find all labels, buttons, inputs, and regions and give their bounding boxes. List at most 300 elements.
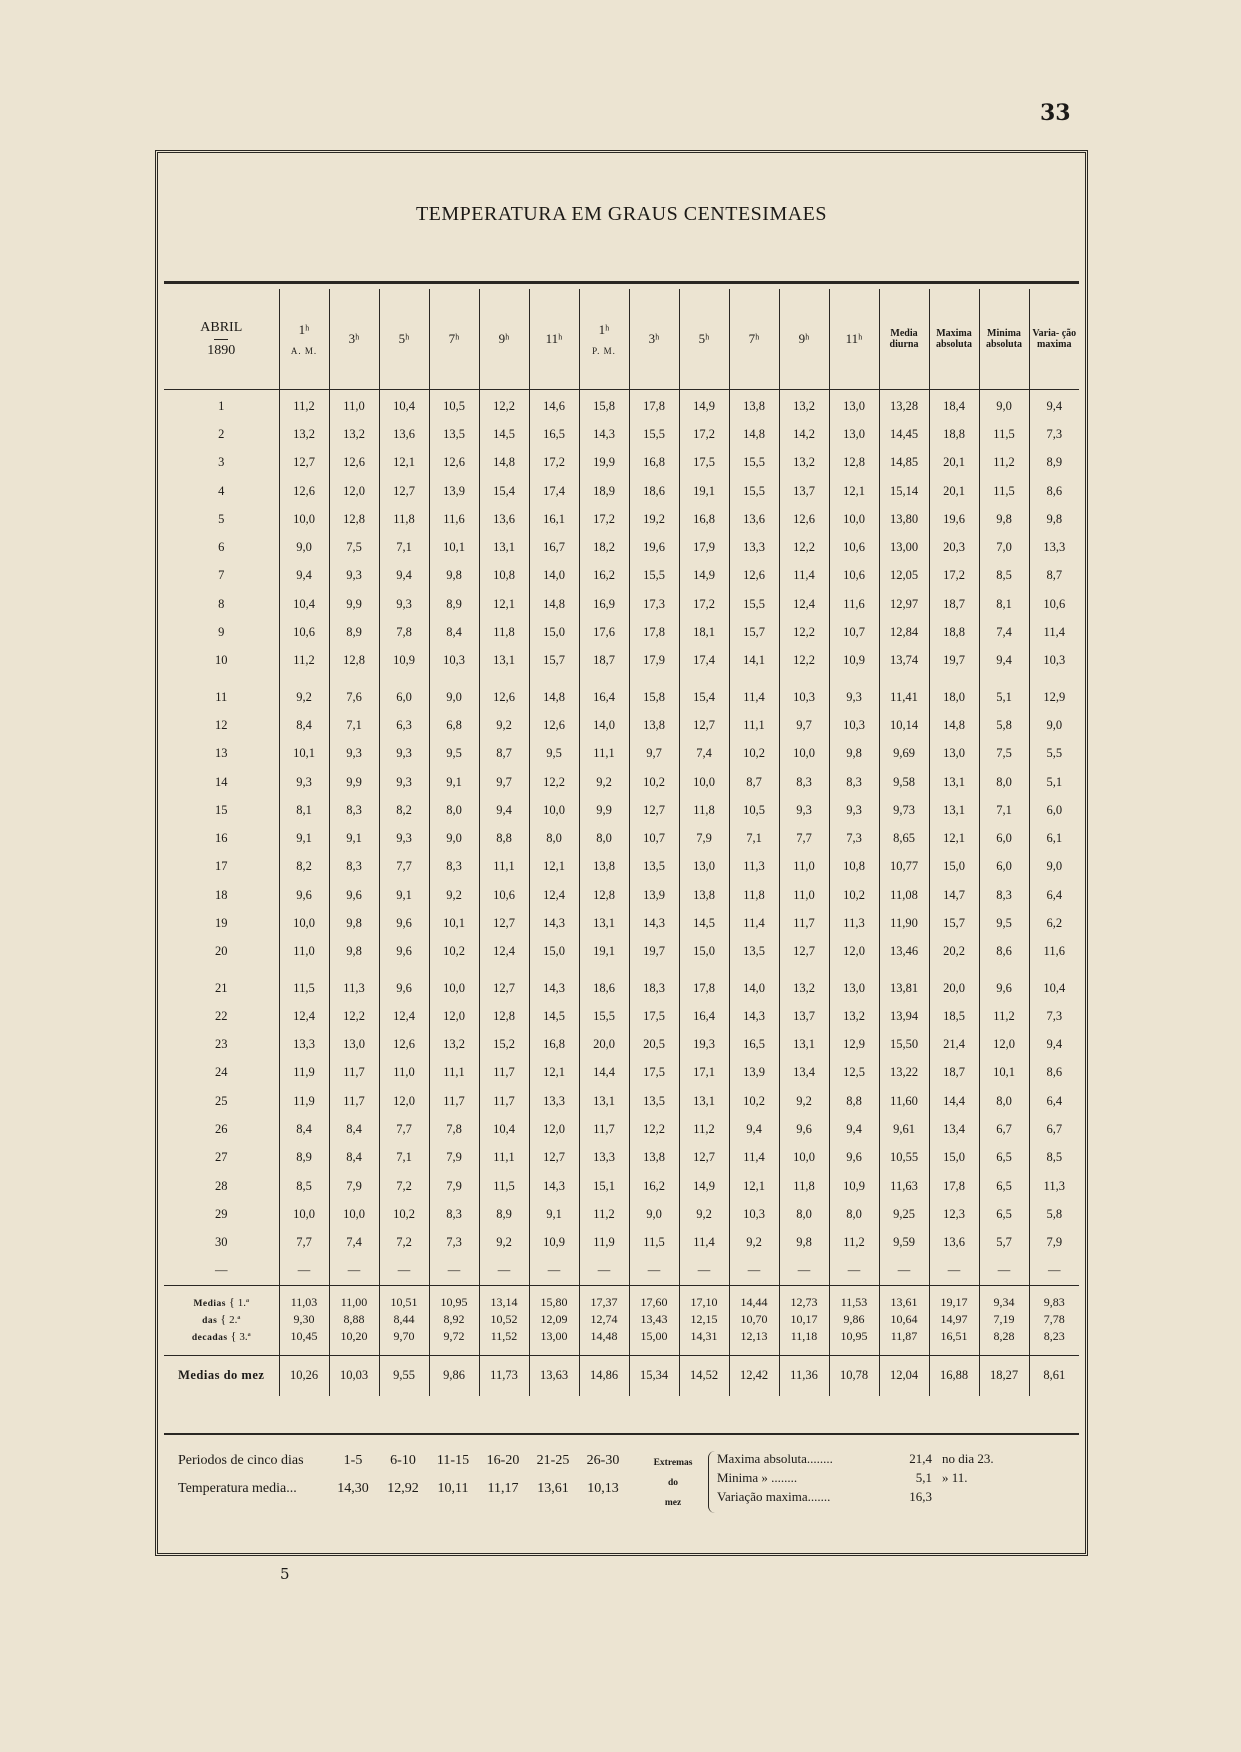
maxima-absoluta-header: Maxima absoluta (929, 289, 979, 390)
dash-row (164, 1257, 1079, 1286)
hour-header: 9ʰ (479, 289, 529, 390)
page-number: 33 (1040, 100, 1071, 126)
value-cell: 13,1 (579, 909, 629, 937)
value-cell: 13,1 (479, 647, 529, 675)
value-cell: 7,1 (979, 796, 1029, 824)
value-cell: 13,4 (779, 1059, 829, 1087)
value-cell: 18,6 (579, 974, 629, 1002)
day-cell: 6 (218, 540, 225, 555)
value-cell: 20,0 (579, 1031, 629, 1059)
signature-mark: 5 (280, 1565, 290, 1583)
value-cell: 8,9 (479, 1200, 529, 1228)
value-cell: 10,95 (829, 1328, 879, 1356)
gap-cell (679, 966, 729, 974)
extreme-value: 21,4 (909, 1451, 932, 1466)
value-cell: 9,2 (279, 683, 329, 711)
value-cell: 7,0 (979, 533, 1029, 561)
value-cell: 11,4 (729, 1144, 779, 1172)
value-cell: 8,28 (979, 1328, 1029, 1356)
value-cell: 10,77 (879, 853, 929, 881)
value-cell: 8,23 (1029, 1328, 1079, 1356)
table-row (164, 477, 1079, 505)
period-temp: 14,30 (337, 1481, 369, 1496)
value-cell: 13,00 (879, 533, 929, 561)
value-cell: 12,42 (729, 1355, 779, 1396)
value-cell: 13,1 (929, 796, 979, 824)
gap-cell (479, 675, 529, 683)
value-cell: 9,8 (829, 740, 879, 768)
table-row (164, 1059, 1079, 1087)
dash-cell: — (529, 1257, 579, 1286)
value-cell: 14,0 (529, 562, 579, 590)
value-cell: 12,73 (779, 1286, 829, 1311)
value-cell: 9,7 (779, 711, 829, 739)
dash-cell: — (279, 1257, 329, 1286)
value-cell: 13,1 (679, 1087, 729, 1115)
value-cell: 9,83 (1029, 1286, 1079, 1311)
value-cell: 13,1 (579, 1087, 629, 1115)
value-cell: 12,2 (479, 390, 529, 420)
value-cell: 11,60 (879, 1087, 929, 1115)
value-cell: 7,2 (379, 1172, 429, 1200)
table-row (164, 796, 1079, 824)
value-cell: 11,5 (979, 420, 1029, 448)
value-cell: 11,7 (579, 1115, 629, 1143)
hour-header: 5ʰ (679, 289, 729, 390)
value-cell: 9,4 (279, 562, 329, 590)
value-cell: 9,3 (379, 768, 429, 796)
value-cell: 10,0 (529, 796, 579, 824)
value-cell: 14,45 (879, 420, 929, 448)
value-cell: 8,7 (479, 740, 529, 768)
value-cell: 14,9 (679, 1172, 729, 1200)
value-cell: 7,5 (329, 533, 379, 561)
value-cell: 7,9 (429, 1172, 479, 1200)
value-cell: 19,17 (929, 1286, 979, 1311)
value-cell: 8,7 (1029, 562, 1079, 590)
hour-header: 3ʰ (329, 289, 379, 390)
value-cell: 18,1 (679, 618, 729, 646)
value-cell: 11,2 (279, 390, 329, 420)
value-cell: 18,4 (929, 390, 979, 420)
value-cell: 15,0 (929, 853, 979, 881)
value-cell: 12,4 (279, 1002, 329, 1030)
month-mean-row (164, 1355, 1079, 1396)
table-row (164, 740, 1079, 768)
value-cell: 7,9 (1029, 1229, 1079, 1257)
value-cell: 13,0 (329, 1031, 379, 1059)
value-cell: 11,4 (729, 909, 779, 937)
value-cell: 11,8 (379, 505, 429, 533)
value-cell: 8,3 (829, 768, 879, 796)
value-cell: 8,3 (779, 768, 829, 796)
value-cell: 14,0 (729, 974, 779, 1002)
value-cell: 11,36 (779, 1355, 829, 1396)
value-cell: 17,8 (629, 618, 679, 646)
value-cell: 12,2 (329, 1002, 379, 1030)
value-cell: 15,8 (579, 390, 629, 420)
value-cell: 14,4 (929, 1087, 979, 1115)
value-cell: 12,1 (479, 590, 529, 618)
dash-cell: — (579, 1257, 629, 1286)
value-cell: 10,0 (329, 1200, 379, 1228)
value-cell: 9,6 (379, 938, 429, 966)
value-cell: 8,0 (579, 824, 629, 852)
table-row (164, 390, 1079, 420)
value-cell: 13,1 (779, 1031, 829, 1059)
value-cell: 12,0 (829, 938, 879, 966)
value-cell: 11,6 (429, 505, 479, 533)
value-cell: 12,4 (379, 1002, 429, 1030)
hour-header: 5ʰ (379, 289, 429, 390)
value-cell: 7,8 (429, 1115, 479, 1143)
value-cell: 14,5 (529, 1002, 579, 1030)
value-cell: 10,6 (479, 881, 529, 909)
day-cell: 1 (218, 398, 225, 413)
value-cell: 9,72 (429, 1328, 479, 1356)
value-cell: 11,90 (879, 909, 929, 937)
month-mean-label: Medias do mez (164, 1355, 279, 1396)
decade-gap (164, 675, 1079, 683)
value-cell: 9,73 (879, 796, 929, 824)
value-cell: 13,63 (529, 1355, 579, 1396)
period-temp: 13,61 (537, 1481, 569, 1496)
value-cell: 17,10 (679, 1286, 729, 1311)
value-cell: 12,2 (779, 647, 829, 675)
day-cell: 16 (215, 831, 228, 846)
value-cell: 11,2 (979, 449, 1029, 477)
value-cell: 11,0 (279, 938, 329, 966)
table-row (164, 683, 1079, 711)
value-cell: 12,05 (879, 562, 929, 590)
value-cell: 11,4 (729, 683, 779, 711)
value-cell: 11,8 (479, 618, 529, 646)
value-cell: 9,4 (379, 562, 429, 590)
gap-cell (779, 966, 829, 974)
value-cell: 12,0 (329, 477, 379, 505)
value-cell: 13,43 (629, 1311, 679, 1328)
periods-label: Periodos de cinco dias (178, 1453, 304, 1468)
value-cell: 12,0 (529, 1115, 579, 1143)
gap-cell (379, 675, 429, 683)
value-cell: 12,74 (579, 1311, 629, 1328)
value-cell: 13,00 (529, 1328, 579, 1356)
value-cell: 5,8 (1029, 1200, 1079, 1228)
value-cell: 19,6 (929, 505, 979, 533)
value-cell: 13,2 (429, 1031, 479, 1059)
value-cell: 7,1 (379, 1144, 429, 1172)
value-cell: 10,2 (629, 768, 679, 796)
value-cell: 13,0 (929, 740, 979, 768)
value-cell: 13,3 (579, 1144, 629, 1172)
gap-cell (579, 966, 629, 974)
value-cell: 15,5 (729, 590, 779, 618)
extremes-lines (717, 1451, 1032, 1513)
value-cell: 13,3 (1029, 533, 1079, 561)
value-cell: 20,3 (929, 533, 979, 561)
value-cell: 10,6 (1029, 590, 1079, 618)
value-cell: 13,0 (829, 420, 879, 448)
value-cell: 13,6 (479, 505, 529, 533)
value-cell: 9,3 (829, 796, 879, 824)
value-cell: 10,8 (479, 562, 529, 590)
value-cell: 12,1 (379, 449, 429, 477)
value-cell: 6,5 (979, 1144, 1029, 1172)
value-cell: 9,6 (379, 909, 429, 937)
value-cell: 8,3 (429, 853, 479, 881)
value-cell: 8,2 (379, 796, 429, 824)
value-cell: 9,4 (1029, 390, 1079, 420)
day-cell: 18 (215, 887, 228, 902)
value-cell: 16,4 (679, 1002, 729, 1030)
extreme-name: Variação maxima....... (717, 1489, 831, 1504)
value-cell: 12,7 (279, 449, 329, 477)
value-cell: 12,04 (879, 1355, 929, 1396)
value-cell: 12,09 (529, 1311, 579, 1328)
value-cell: 9,3 (329, 740, 379, 768)
day-cell: 3 (218, 455, 225, 470)
gap-cell (879, 966, 929, 974)
value-cell: 9,9 (329, 590, 379, 618)
value-cell: 12,6 (329, 449, 379, 477)
value-cell: 14,44 (729, 1286, 779, 1311)
value-cell: 8,9 (1029, 449, 1079, 477)
value-cell: 6,0 (1029, 796, 1079, 824)
value-cell: 18,3 (629, 974, 679, 1002)
value-cell: 13,9 (629, 881, 679, 909)
value-cell: 15,5 (729, 477, 779, 505)
value-cell: 11,2 (679, 1115, 729, 1143)
gap-cell (479, 966, 529, 974)
header-row (164, 289, 1079, 390)
value-cell: 14,31 (679, 1328, 729, 1356)
page-title: TEMPERATURA EM GRAUS CENTESIMAES (415, 203, 828, 225)
value-cell: 13,8 (629, 1144, 679, 1172)
day-cell: 23 (215, 1037, 228, 1052)
value-cell: 11,2 (579, 1200, 629, 1228)
value-cell: 9,3 (379, 740, 429, 768)
value-cell: 12,2 (629, 1115, 679, 1143)
value-cell: 12,2 (529, 768, 579, 796)
value-cell: 8,0 (529, 824, 579, 852)
value-cell: 17,4 (679, 647, 729, 675)
value-cell: 10,1 (429, 909, 479, 937)
extreme-min-row (717, 1470, 1032, 1489)
value-cell: 16,8 (679, 505, 729, 533)
gap-cell (929, 966, 979, 974)
value-cell: 11,4 (1029, 618, 1079, 646)
value-cell: 12,6 (779, 505, 829, 533)
day-cell: 25 (215, 1093, 228, 1108)
gap-cell (979, 966, 1029, 974)
value-cell: 8,6 (1029, 1059, 1079, 1087)
value-cell: 11,1 (479, 1144, 529, 1172)
value-cell: 14,8 (529, 683, 579, 711)
value-cell: 9,0 (279, 533, 329, 561)
period-temp: 10,13 (587, 1481, 619, 1496)
value-cell: 9,8 (779, 1229, 829, 1257)
value-cell: 18,27 (979, 1355, 1029, 1396)
value-cell: 13,8 (729, 390, 779, 420)
value-cell: 10,0 (679, 768, 729, 796)
value-cell: 9,6 (279, 881, 329, 909)
value-cell: 8,9 (279, 1144, 329, 1172)
day-cell: 14 (215, 774, 228, 789)
value-cell: 9,4 (729, 1115, 779, 1143)
value-cell: 8,92 (429, 1311, 479, 1328)
value-cell: 17,3 (629, 590, 679, 618)
period-range: 16-20 (486, 1453, 520, 1468)
value-cell: 9,2 (729, 1229, 779, 1257)
table-frame (155, 150, 1088, 1556)
day-cell: 24 (215, 1065, 228, 1080)
value-cell: 13,6 (729, 505, 779, 533)
value-cell: 20,5 (629, 1031, 679, 1059)
hour-header: 1ʰ A. M. (279, 289, 329, 390)
value-cell: 19,3 (679, 1031, 729, 1059)
value-cell: 11,0 (379, 1059, 429, 1087)
value-cell: 9,3 (279, 768, 329, 796)
value-cell: 12,84 (879, 618, 929, 646)
value-cell: 12,7 (779, 938, 829, 966)
value-cell: 13,3 (729, 533, 779, 561)
value-cell: 12,8 (329, 505, 379, 533)
value-cell: 14,7 (929, 881, 979, 909)
value-cell: 9,5 (529, 740, 579, 768)
value-cell: 12,1 (929, 824, 979, 852)
value-cell: 9,9 (579, 796, 629, 824)
value-cell: 13,0 (679, 853, 729, 881)
value-cell: 14,4 (579, 1059, 629, 1087)
value-cell: 18,5 (929, 1002, 979, 1030)
minima-absoluta-header: Minima absoluta (979, 289, 1029, 390)
gap-cell (279, 966, 329, 974)
gap-cell (1029, 966, 1079, 974)
value-cell: 12,8 (829, 449, 879, 477)
value-cell: 17,60 (629, 1286, 679, 1311)
value-cell: 9,3 (329, 562, 379, 590)
value-cell: 13,1 (479, 533, 529, 561)
value-cell: 13,1 (929, 768, 979, 796)
value-cell: 14,5 (479, 420, 529, 448)
gap-cell (329, 966, 379, 974)
value-cell: 10,3 (729, 1200, 779, 1228)
table-row (164, 1144, 1079, 1172)
value-cell: 19,1 (679, 477, 729, 505)
period-temp: 10,11 (437, 1481, 469, 1496)
value-cell: 9,55 (379, 1355, 429, 1396)
value-cell: 10,7 (629, 824, 679, 852)
periods-block (178, 1453, 628, 1509)
value-cell: 12,0 (429, 1002, 479, 1030)
value-cell: 13,8 (629, 711, 679, 739)
extremes-block (638, 1451, 1032, 1513)
value-cell: 9,2 (679, 1200, 729, 1228)
value-cell: 8,0 (979, 768, 1029, 796)
value-cell: 10,4 (279, 590, 329, 618)
value-cell: 12,97 (879, 590, 929, 618)
table-row (164, 1115, 1079, 1143)
value-cell: 8,4 (279, 1115, 329, 1143)
value-cell: 10,45 (279, 1328, 329, 1356)
value-cell: 10,3 (779, 683, 829, 711)
value-cell: 7,4 (979, 618, 1029, 646)
value-cell: 16,88 (929, 1355, 979, 1396)
value-cell: 9,2 (779, 1087, 829, 1115)
day-cell: 21 (215, 980, 228, 995)
value-cell: 13,46 (879, 938, 929, 966)
value-cell: 8,0 (829, 1200, 879, 1228)
decade-mean-row (164, 1311, 1079, 1328)
value-cell: 12,7 (379, 477, 429, 505)
day-cell: 22 (215, 1008, 228, 1023)
value-cell: 9,1 (279, 824, 329, 852)
value-cell: 8,2 (279, 853, 329, 881)
value-cell: 18,7 (579, 647, 629, 675)
value-cell: 8,8 (479, 824, 529, 852)
value-cell: 13,2 (829, 1002, 879, 1030)
value-cell: 6,0 (379, 683, 429, 711)
gap-cell (529, 675, 579, 683)
value-cell: 16,5 (729, 1031, 779, 1059)
value-cell: 10,5 (429, 390, 479, 420)
month-header (164, 289, 279, 390)
value-cell: 17,2 (679, 420, 729, 448)
value-cell: 8,3 (329, 796, 379, 824)
value-cell: 10,2 (729, 1087, 779, 1115)
year: 1890 (207, 342, 236, 358)
extreme-when (932, 1489, 1032, 1508)
value-cell: 10,6 (829, 533, 879, 561)
table-row (164, 533, 1079, 561)
dash-cell: — (779, 1257, 829, 1286)
value-cell: 8,3 (429, 1200, 479, 1228)
day-cell: 17 (215, 859, 228, 874)
table-row (164, 618, 1079, 646)
value-cell: 10,0 (279, 1200, 329, 1228)
value-cell: 10,4 (379, 390, 429, 420)
value-cell: 11,1 (579, 740, 629, 768)
value-cell: 11,0 (779, 881, 829, 909)
value-cell: 10,3 (829, 711, 879, 739)
extreme-when: » 11. (942, 1470, 968, 1485)
value-cell: 7,4 (329, 1229, 379, 1257)
value-cell: 15,34 (629, 1355, 679, 1396)
value-cell: 20,0 (929, 974, 979, 1002)
value-cell: 12,2 (779, 533, 829, 561)
value-cell: 12,13 (729, 1328, 779, 1356)
value-cell: 9,8 (329, 909, 379, 937)
gap-cell (429, 675, 479, 683)
value-cell: 16,51 (929, 1328, 979, 1356)
day-cell: 2 (218, 426, 225, 441)
value-cell: 9,69 (879, 740, 929, 768)
periods-row (178, 1453, 628, 1481)
value-cell: 11,4 (679, 1229, 729, 1257)
gap-cell (579, 675, 629, 683)
value-cell: 15,0 (679, 938, 729, 966)
value-cell: 11,08 (879, 881, 929, 909)
period-temp: 11,17 (487, 1481, 519, 1496)
value-cell: 10,95 (429, 1286, 479, 1311)
value-cell: 6,4 (1029, 881, 1079, 909)
value-cell: 19,2 (629, 505, 679, 533)
value-cell: 10,9 (829, 647, 879, 675)
value-cell: 9,7 (479, 768, 529, 796)
extremes-brace (708, 1451, 715, 1513)
period-range: 11-15 (436, 1453, 470, 1468)
value-cell: 12,7 (479, 974, 529, 1002)
